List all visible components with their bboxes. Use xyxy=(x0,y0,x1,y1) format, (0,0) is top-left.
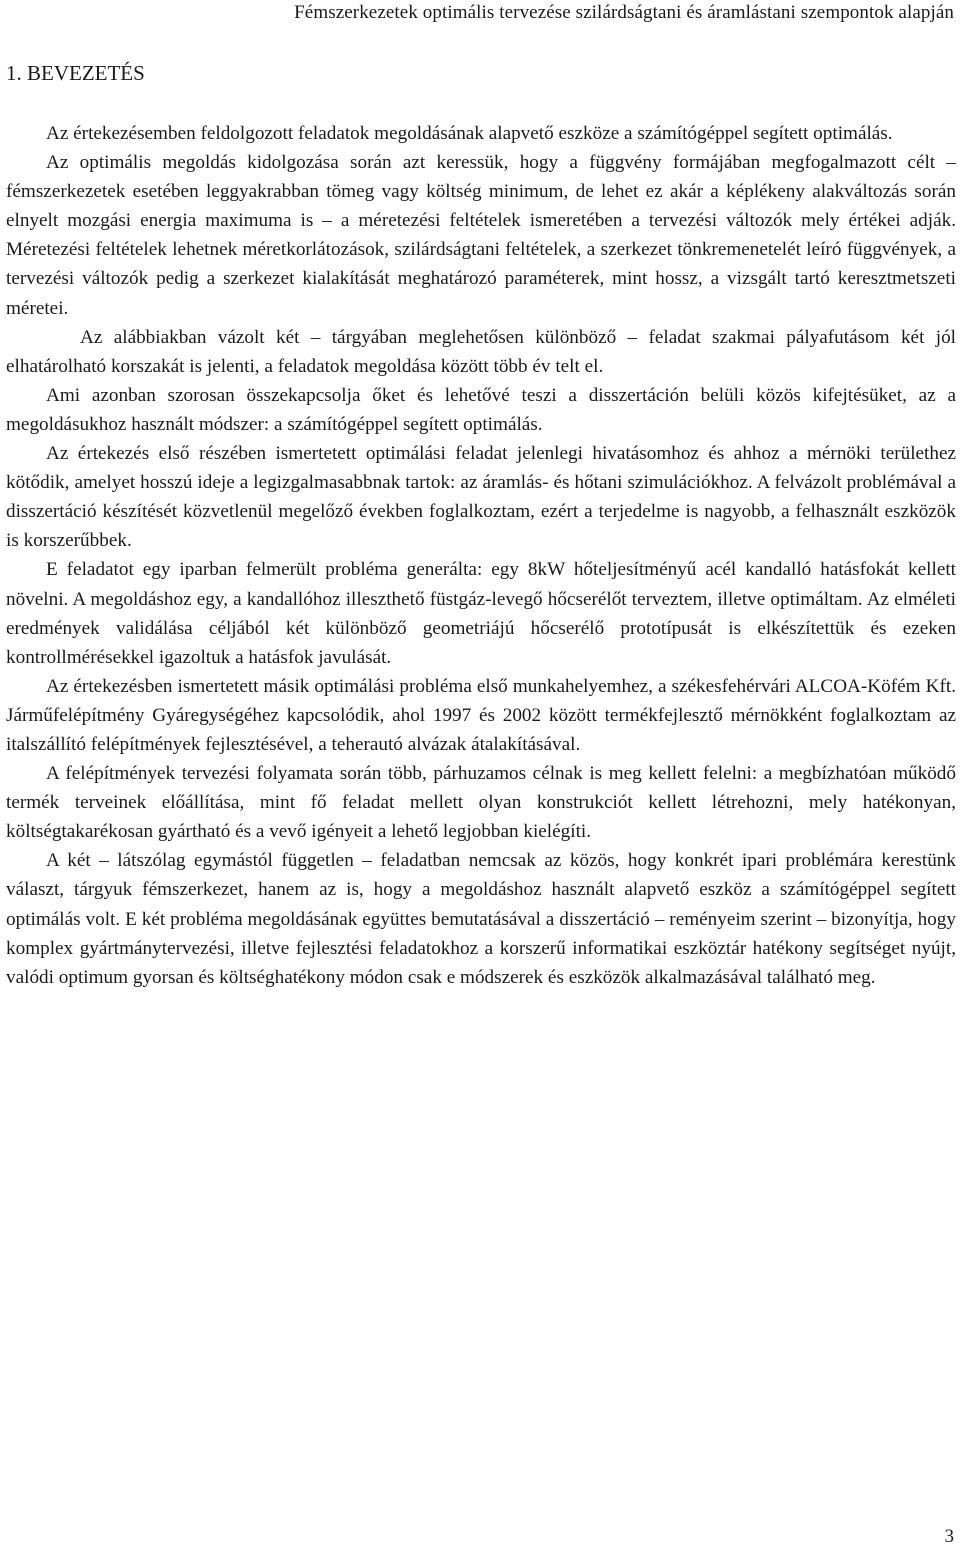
paragraph: Az értekezésemben feldolgozott feladatok megoldásának alapvető eszköze a számítógéppel segített optimálás. xyxy=(46,123,893,144)
section-heading: 1. BEVEZETÉS xyxy=(6,61,145,85)
body-text xyxy=(6,119,956,992)
paragraph: A két – látszólag egymástól független – feladatban nemcsak az közös, hogy konkrét ipari problémára kerestünk választ, tárgyuk fémszerkezet, hanem az is, hogy a megoldáshoz használt alapvető eszköz a számítógéppel segített optimálás volt. E két probléma megoldásának együttes bemutatásával a disszertáció – reményeim szerint – bizonyítja, hogy komplex gyártmánytervezési, illetve fejlesztési feladatokhoz a korszerű informatikai eszköztár hatékony segítséget nyújt, valódi optimum gyorsan és költséghatékony módon csak e módszerek és eszközök alkalmazásával található meg. xyxy=(6,850,956,988)
paragraph: Az alábbiakban vázolt két – tárgyában meglehetősen különböző – feladat szakmai pályafutásom két jól elhatárolható korszakát is jelenti, a feladatok megoldása között több év telt el. xyxy=(6,326,956,377)
paragraph: Az optimális megoldás kidolgozása során azt keressük, hogy a függvény formájában megfogalmazott célt – fémszerkezetek esetében leggyakrabban tömeg vagy költség minimum, de lehet ez akár a képlékeny alakváltozás során elnyelt mozgási energia maximuma is – a méretezési feltételek ismeretében a tervezési változók mely értékei adják. Méretezési feltételek lehetnek méretkorlátozások, szilárdságtani feltételek, a szerkezet tönkremenetelét leíró függvények, a tervezési változók pedig a szerkezet kialakítását meghatározó paraméterek, mint hossz, a vizsgált tartó keresztmetszeti méretei. xyxy=(6,152,956,319)
paragraph: A felépítmények tervezési folyamata során több, párhuzamos célnak is meg kellett felelni: a megbízhatóan működő termék terveinek előállítása, mint fő feladat mellett olyan konstrukciót kellett létrehozni, mely hatékonyan, költségtakarékosan gyártható és a vevő igényeit a lehető legjobban kielégíti. xyxy=(6,763,956,843)
page-number: 3 xyxy=(944,1526,954,1547)
paragraph: Az értekezésben ismertetett másik optimálási probléma első munkahelyemhez, a székesfehérvári ALCOA-Köfém Kft. Járműfelépítmény Gyáregységéhez kapcsolódik, ahol 1997 és 2002 között termékfejlesztő mérnökként foglalkoztam az italszállító felépítmények fejlesztésével, a teherautó alvázak átalakításával. xyxy=(6,675,956,755)
running-header: Fémszerkezetek optimális tervezése szilárdságtani és áramlástani szempontok alapján xyxy=(294,2,954,23)
paragraph: Az értekezés első részében ismertetett optimálási feladat jelenlegi hivatásomhoz és ahhoz a mérnöki területhez kötődik, amelyet hosszú ideje a legizgalmasabbnak tartok: az áramlás- és hőtani szimulációkhoz. A felvázolt problémával a disszertáció készítését közvetlenül megelőző években foglalkoztam, ezért a terjedelme is nagyobb, a felhasznált eszközök is korszerűbbek. xyxy=(6,443,956,552)
paragraph: Ami azonban szorosan összekapcsolja őket és lehetővé teszi a disszertáción belüli közös kifejtésüket, az a megoldásukhoz használt módszer: a számítógéppel segített optimálás. xyxy=(6,384,956,435)
paragraph: E feladatot egy iparban felmerült probléma generálta: egy 8kW hőteljesítményű acél kandalló hatásfokát kellett növelni. A megoldáshoz egy, a kandallóhoz illeszthető füstgáz-levegő hőcserélőt terveztem, illetve optimáltam. Az elméleti eredmények validálása céljából két különböző geometriájú hőcserélő prototípusát is elkészítettük és ezeken kontrollmérésekkel igazoltuk a hatásfok javulását. xyxy=(6,559,956,668)
